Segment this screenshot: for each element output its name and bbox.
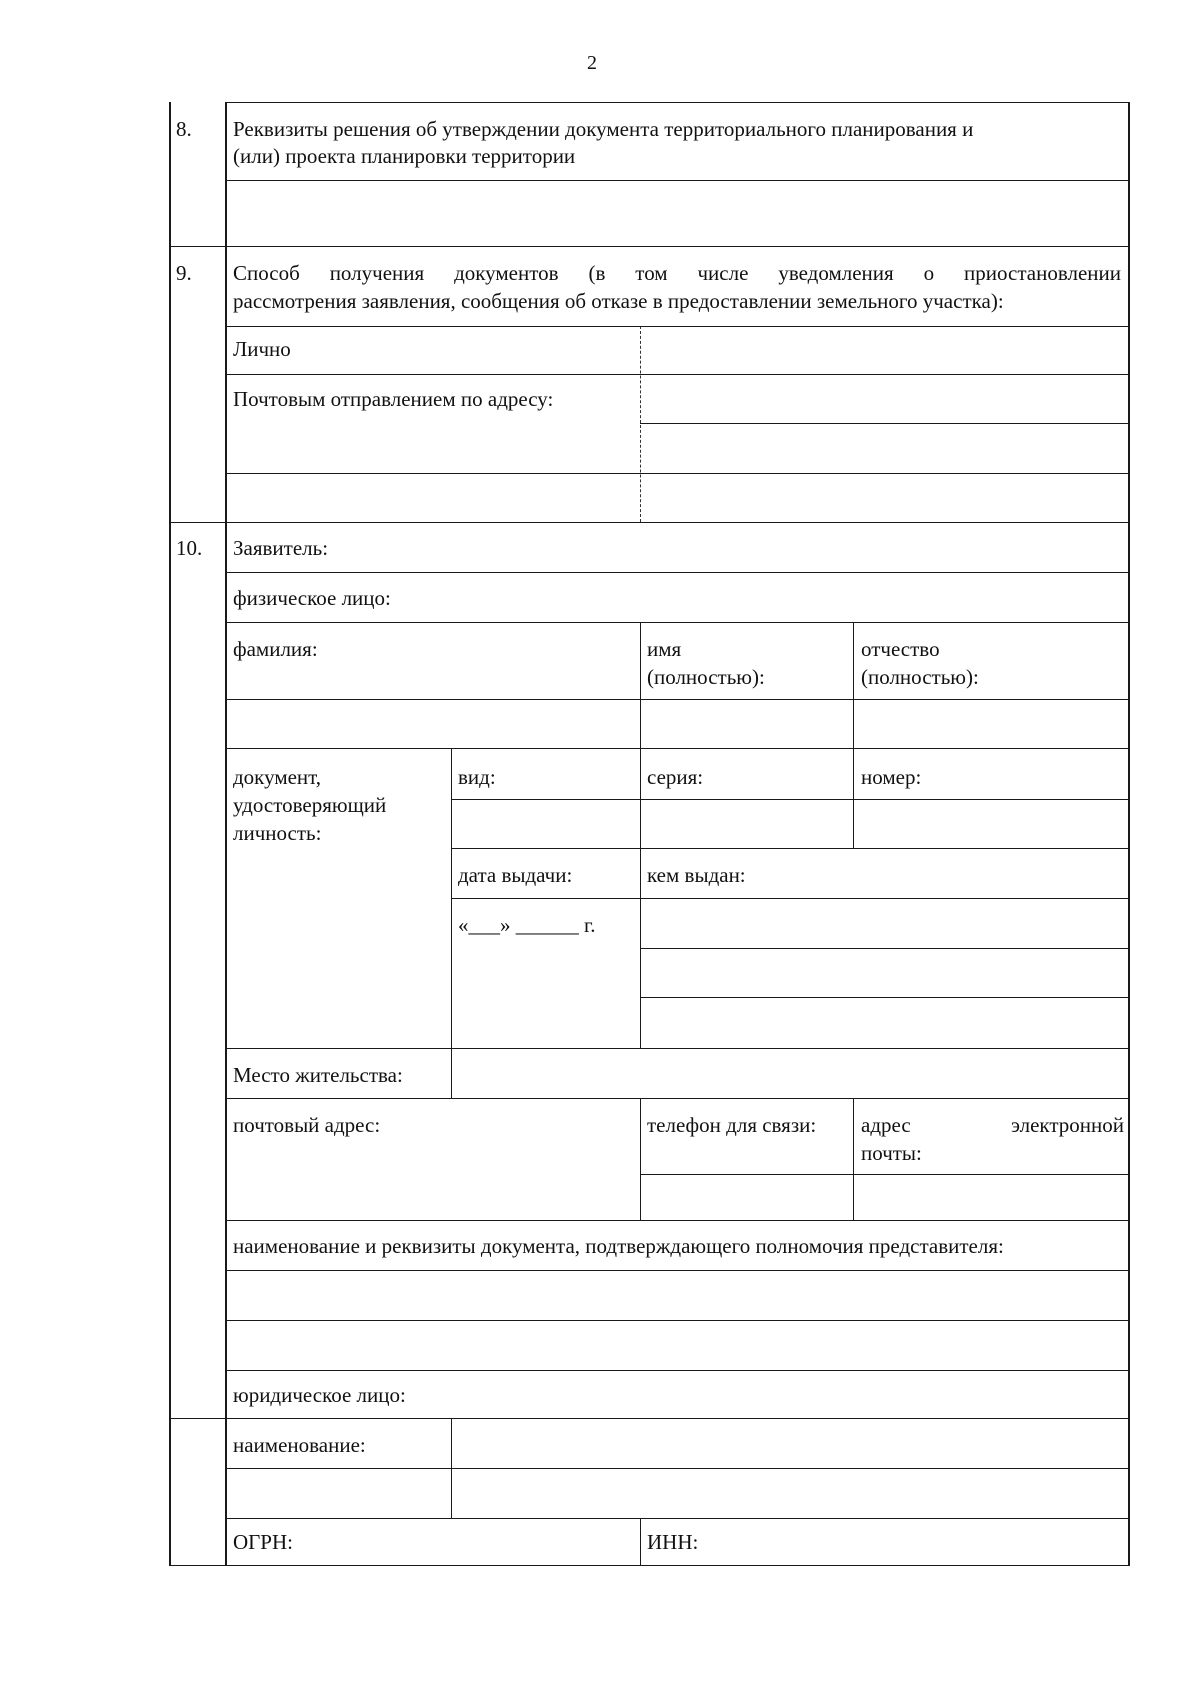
series-number-divider: [853, 748, 854, 848]
doc-number-label: номер:: [861, 765, 922, 789]
line-10-rep-label: [225, 1270, 1130, 1271]
line-10-fio-labels: [225, 699, 1130, 700]
line-10-issuer-3: [225, 1048, 1130, 1049]
line-10-doc-values: [451, 848, 1130, 849]
line-top-outer: [225, 102, 1130, 103]
line-10-contact-labels: [640, 1174, 1130, 1175]
delivery-divider: [640, 326, 641, 522]
option-mail-label: Почтовым отправлением по адресу:: [233, 387, 554, 411]
address-phone-divider: [640, 1098, 641, 1220]
line-9-mail-2: [225, 473, 1130, 474]
line-10-residence: [225, 1098, 1130, 1099]
section-10-number: 10.: [176, 536, 203, 560]
name-field[interactable]: [642, 701, 852, 747]
line-10-issuer-1: [640, 948, 1130, 949]
option-in-person-field[interactable]: [642, 327, 1127, 373]
doc-type-label: вид:: [458, 765, 496, 789]
section-8-value-field[interactable]: [227, 182, 1127, 244]
postal-address-field[interactable]: [227, 1150, 639, 1218]
surname-field[interactable]: [227, 701, 639, 747]
line-10-fio-values: [225, 748, 1130, 749]
surname-label: фамилия:: [233, 637, 318, 661]
issued-by-label: кем выдан:: [647, 863, 746, 887]
line-8-end: [169, 246, 1130, 247]
representative-doc-field-2[interactable]: [227, 1322, 1127, 1368]
right-border: [1128, 102, 1130, 1565]
line-10-issuer-2: [640, 997, 1130, 998]
residence-label: Место жительства:: [233, 1063, 403, 1087]
patronymic-label-line1: отчество: [861, 637, 940, 661]
applicant-label: Заявитель:: [233, 536, 329, 560]
phone-label: телефон для связи:: [647, 1113, 817, 1137]
line-10-individual: [225, 622, 1130, 623]
option-extra-field[interactable]: [642, 475, 1127, 521]
section-8-title-line1: Реквизиты решения об утверждении документа территориального планирования и: [233, 117, 974, 141]
representative-doc-label: наименование и реквизиты документа, подтверждающего полномочия представителя:: [233, 1234, 1004, 1258]
doc-type-field[interactable]: [453, 801, 639, 847]
line-10-rep-2: [225, 1370, 1130, 1371]
id-doc-label-line3: личность:: [233, 821, 322, 845]
mail-address-field-1[interactable]: [642, 376, 1127, 422]
patronymic-field[interactable]: [855, 701, 1127, 747]
email-label-line2: почты:: [861, 1141, 922, 1165]
email-field[interactable]: [855, 1176, 1127, 1219]
section-9-number: 9.: [176, 261, 192, 285]
id-doc-label-line2: удостоверяющий: [233, 793, 387, 817]
email-label-word2: электронной: [1010, 1113, 1124, 1137]
line-10-org-name-2: [225, 1518, 1130, 1519]
option-in-person-label: Лично: [233, 337, 291, 361]
mail-address-field-2[interactable]: [642, 425, 1127, 471]
patronymic-label-line2: (полностью):: [861, 665, 979, 689]
line-9-end: [169, 522, 1130, 523]
residence-field[interactable]: [453, 1050, 1127, 1096]
doc-series-field[interactable]: [642, 801, 852, 847]
line-10-contact-values: [225, 1220, 1130, 1221]
name-label-line2: (полностью):: [647, 665, 765, 689]
org-name-label: наименование:: [233, 1433, 366, 1457]
id-doc-label-line1: документ,: [233, 765, 322, 789]
email-label-word1: адрес: [861, 1113, 911, 1137]
name-patronymic-divider: [853, 623, 854, 748]
section-8-title-line2: (или) проекта планировки территории: [233, 144, 576, 168]
ogrn-inn-divider: [640, 1518, 641, 1565]
issued-by-field-3[interactable]: [642, 999, 1127, 1046]
issue-date-template[interactable]: «___» ______ г.: [458, 913, 596, 937]
section-9-title-line2: рассмотрения заявления, сообщения об отказе в предоставлении земельного участка):: [233, 289, 1004, 313]
line-9-mail-1: [640, 423, 1130, 424]
line-10-rep-1: [225, 1320, 1130, 1321]
phone-field[interactable]: [642, 1176, 852, 1219]
section-9-title-line1: Способ получения документов (в том числе уведомления о приостановлении: [233, 261, 1121, 285]
line-10-legal-entity: [169, 1418, 1130, 1419]
issued-by-field-1[interactable]: [642, 900, 1127, 946]
line-bottom-outer: [169, 1565, 1130, 1566]
phone-email-divider: [853, 1098, 854, 1220]
individual-label: физическое лицо:: [233, 586, 391, 610]
org-name-field-2[interactable]: [227, 1470, 1127, 1516]
id-doc-divider: [451, 748, 452, 1098]
surname-name-divider: [640, 623, 641, 748]
page-number: 2: [587, 52, 597, 74]
ogrn-label: ОГРН:: [233, 1530, 293, 1554]
postal-address-label: почтовый адрес:: [233, 1113, 381, 1137]
org-name-field-1[interactable]: [453, 1420, 1127, 1466]
line-9-in-person: [225, 374, 1130, 375]
legal-entity-label: юридическое лицо:: [233, 1383, 406, 1407]
issued-by-field-2[interactable]: [642, 950, 1127, 996]
name-label-line1: имя: [647, 637, 682, 661]
doc-series-label: серия:: [647, 765, 704, 789]
left-border: [169, 102, 171, 1565]
representative-doc-field-1[interactable]: [227, 1272, 1127, 1318]
line-10-applicant: [225, 572, 1130, 573]
line-10-issue-labels: [451, 898, 1130, 899]
inn-label: ИНН:: [647, 1530, 699, 1554]
line-10-org-name: [225, 1468, 1130, 1469]
line-10-doc-labels: [451, 799, 1130, 800]
issue-date-label: дата выдачи:: [458, 863, 573, 887]
line-8-title: [225, 180, 1130, 181]
section-8-number: 8.: [176, 117, 192, 141]
doc-number-field[interactable]: [855, 801, 1127, 847]
